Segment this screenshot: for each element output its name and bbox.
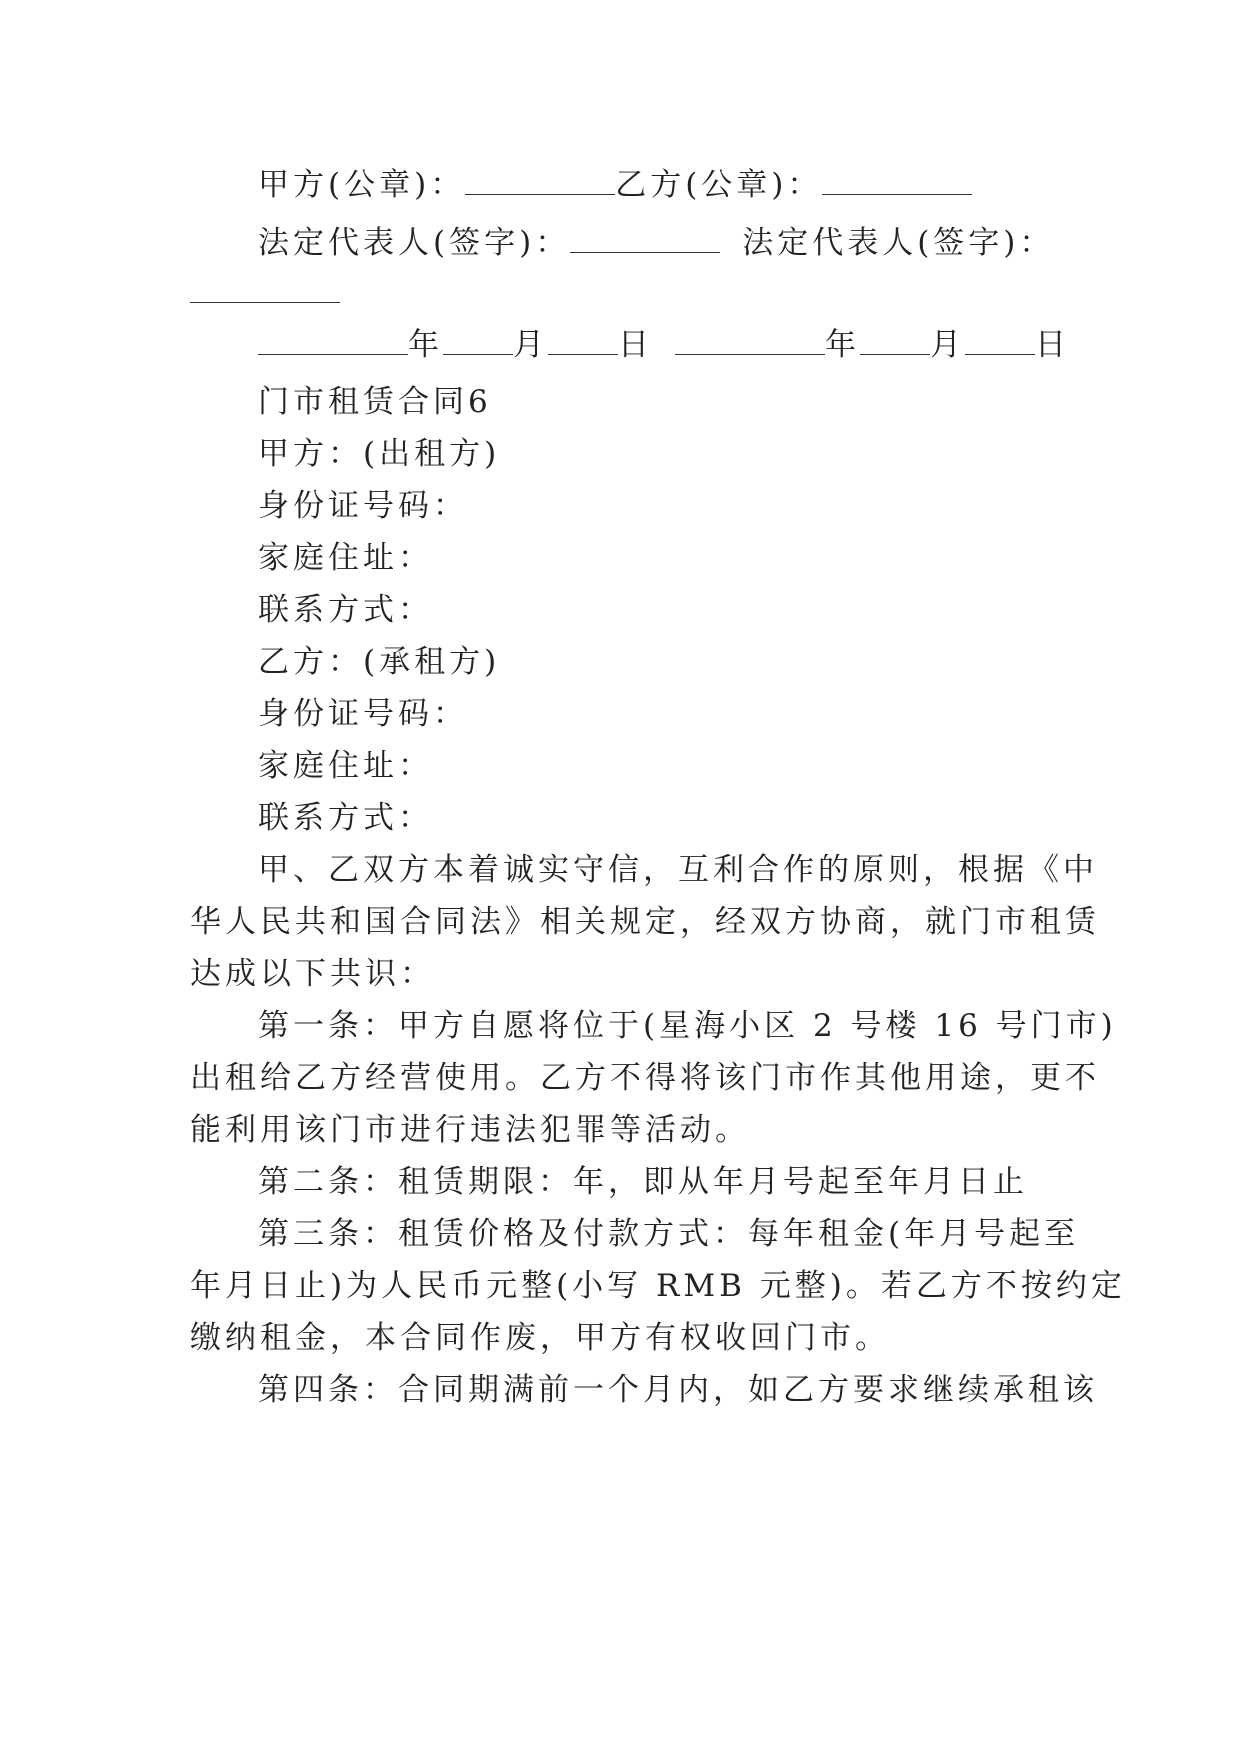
contract-title: 门市租赁合同6 [258, 384, 492, 420]
date-b-day-blank [965, 330, 1035, 355]
rep-a-blank [570, 228, 720, 253]
party-a-heading: 甲方：(出租方) [258, 436, 501, 472]
party-b-contact: 联系方式： [258, 800, 433, 836]
party-a-address: 家庭住址： [258, 540, 433, 576]
party-a-seal-label: 甲方(公章)： [258, 167, 466, 203]
party-a-contact: 联系方式： [258, 592, 433, 628]
rep-b-label: 法定代表人(签字)： [742, 225, 1055, 261]
article-4-line-1: 第四条：合同期满前一个月内，如乙方要求继续承租该 [258, 1372, 1098, 1408]
party-b-seal-blank [822, 170, 972, 195]
preamble-line-2: 华人民共和国合同法》相关规定，经双方协商，就门市租赁 [190, 904, 1100, 940]
article-1-line-3: 能利用该门市进行违法犯罪等活动。 [190, 1112, 750, 1148]
date-a-year-blank [258, 330, 408, 355]
date-b-year: 年 [825, 327, 860, 363]
article-2-line-1: 第二条：租赁期限：年，即从年月号起至年月日止 [258, 1164, 1028, 1200]
date-b-year-blank [675, 330, 825, 355]
party-b-seal-label: 乙方(公章)： [615, 167, 823, 203]
rep-a-label: 法定代表人(签字)： [258, 225, 571, 261]
party-a-id: 身份证号码： [258, 488, 468, 524]
date-b-day: 日 [1035, 327, 1070, 363]
article-3-line-1: 第三条：租赁价格及付款方式：每年租金(年月号起至 [258, 1216, 1080, 1252]
date-a-day: 日 [618, 327, 653, 363]
article-1-line-2: 出租给乙方经营使用。乙方不得将该门市作其他用途，更不 [190, 1060, 1100, 1096]
party-b-address: 家庭住址： [258, 748, 433, 784]
rep-b-blank-line [190, 264, 1060, 322]
date-a-month: 月 [513, 327, 548, 363]
date-b-month-blank [860, 330, 930, 355]
preamble-line-1: 甲、乙双方本着诚实守信，互利合作的原则，根据《中 [258, 852, 1098, 888]
date-line [258, 316, 1128, 374]
rep-b-blank [190, 278, 340, 303]
party-b-heading: 乙方：(承租方) [258, 644, 501, 680]
seal-line [258, 156, 1128, 214]
article-3-line-2: 年月日止)为人民币元整(小写 RMB 元整)。若乙方不按约定 [190, 1268, 1126, 1304]
date-b-month: 月 [930, 327, 965, 363]
date-a-month-blank [443, 330, 513, 355]
party-b-id: 身份证号码： [258, 696, 468, 732]
date-a-day-blank [548, 330, 618, 355]
article-1-line-1: 第一条：甲方自愿将位于(星海小区 2 号楼 16 号门市) [258, 1008, 1117, 1044]
date-a-year: 年 [408, 327, 443, 363]
article-3-line-3: 缴纳租金，本合同作废，甲方有权收回门市。 [190, 1320, 890, 1356]
preamble-line-3: 达成以下共识： [190, 956, 435, 992]
party-a-seal-blank [465, 170, 615, 195]
